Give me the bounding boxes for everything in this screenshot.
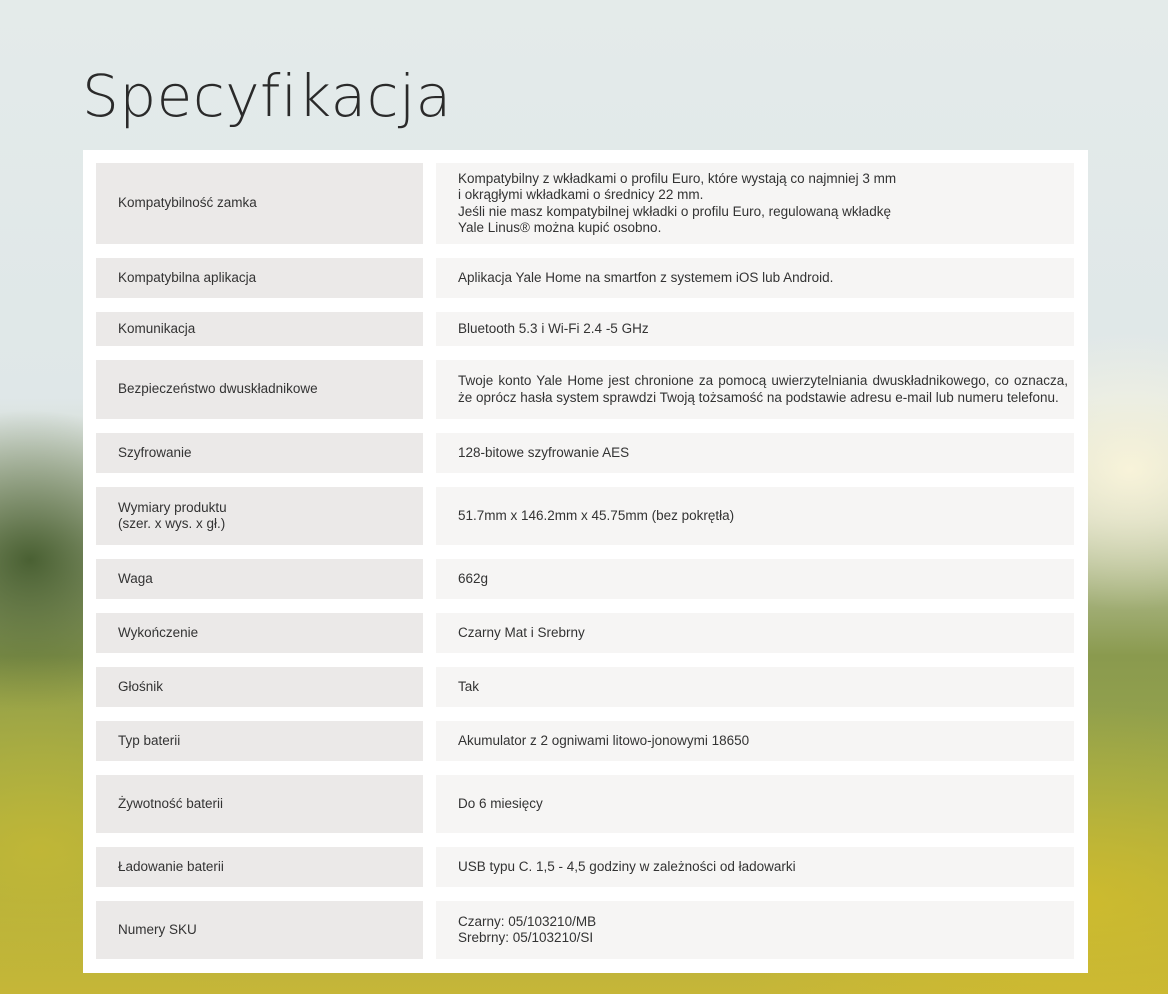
spec-value-text: Twoje konto Yale Home jest chronione za pomocą uwierzytelniania dwuskładnikowego, co oznacza, że oprócz hasła system sprawdzi Twoją tożsamość na podstawie adresu e-mail lub numeru telefonu. — [458, 373, 1068, 405]
spec-label-text: Kompatybilność zamka — [118, 195, 257, 211]
table-row — [83, 775, 1088, 833]
spec-value — [436, 559, 1074, 599]
spec-label-text: Numery SKU — [118, 921, 197, 937]
spec-label-text: Wykończenie — [118, 624, 199, 640]
spec-value-text: Do 6 miesięcy — [458, 795, 543, 811]
spec-label — [96, 163, 423, 244]
spec-value — [436, 775, 1074, 833]
spec-label-text: Bezpieczeństwo dwuskładnikowe — [118, 381, 318, 397]
spec-value — [436, 613, 1074, 653]
spec-label — [96, 847, 423, 887]
spec-value-text: Tak — [458, 678, 480, 694]
spec-label — [96, 613, 423, 653]
spec-value — [436, 312, 1074, 346]
table-row — [83, 847, 1088, 887]
spec-label-text: Waga — [118, 570, 153, 586]
spec-label-text: Ładowanie baterii — [118, 858, 224, 874]
spec-value-text: 51.7mm x 146.2mm x 45.75mm (bez pokrętła) — [458, 507, 735, 523]
page-title: Specyfikacja — [82, 62, 452, 130]
spec-value-text: Czarny: 05/103210/MB Srebrny: 05/103210/SI — [458, 913, 597, 945]
spec-value-text: Aplikacja Yale Home na smartfon z systemem iOS lub Android. — [458, 269, 834, 285]
table-row — [83, 258, 1088, 298]
spec-label-text: Szyfrowanie — [118, 444, 192, 460]
spec-label — [96, 312, 423, 346]
spec-label — [96, 775, 423, 833]
spec-value-text: USB typu C. 1,5 - 4,5 godziny w zależności od ładowarki — [458, 858, 796, 874]
table-row — [83, 487, 1088, 545]
spec-value — [436, 487, 1074, 545]
table-row — [83, 901, 1088, 959]
spec-value — [436, 163, 1074, 244]
table-row — [83, 721, 1088, 761]
table-row — [83, 163, 1088, 244]
spec-label — [96, 721, 423, 761]
spec-table — [83, 150, 1088, 973]
spec-value-text: Czarny Mat i Srebrny — [458, 624, 585, 640]
spec-value — [436, 667, 1074, 707]
spec-value-text: 662g — [458, 570, 489, 586]
spec-value-text: Bluetooth 5.3 i Wi-Fi 2.4 -5 GHz — [458, 320, 649, 336]
spec-label-text: Kompatybilna aplikacja — [118, 269, 257, 285]
spec-label-text: Wymiary produktu (szer. x wys. x gł.) — [118, 499, 227, 531]
spec-value — [436, 360, 1074, 419]
table-row — [83, 559, 1088, 599]
table-row — [83, 312, 1088, 346]
spec-label — [96, 360, 423, 419]
spec-label-text: Typ baterii — [118, 732, 181, 748]
spec-value-text: 128-bitowe szyfrowanie AES — [458, 444, 630, 460]
table-row — [83, 360, 1088, 419]
spec-value — [436, 901, 1074, 959]
spec-label-text: Żywotność baterii — [118, 795, 224, 811]
spec-label — [96, 559, 423, 599]
spec-value — [436, 847, 1074, 887]
spec-label — [96, 433, 423, 473]
table-row — [83, 667, 1088, 707]
spec-label — [96, 487, 423, 545]
spec-value-text: Kompatybilny z wkładkami o profilu Euro, które wystają co najmniej 3 mm i okrągłymi wkładkami o średnicy 22 mm. Jeśli nie masz kompatybilnej wkładki o profilu Euro, regulowaną wkładkę Yale Linus® można kupić osobno. — [458, 170, 897, 235]
table-row — [83, 433, 1088, 473]
spec-value — [436, 433, 1074, 473]
spec-label — [96, 901, 423, 959]
spec-label-text: Komunikacja — [118, 320, 196, 336]
spec-value — [436, 258, 1074, 298]
table-row — [83, 613, 1088, 653]
spec-label-text: Głośnik — [118, 678, 164, 694]
spec-value-text: Akumulator z 2 ogniwami litowo-jonowymi 18650 — [458, 732, 750, 748]
spec-label — [96, 667, 423, 707]
spec-value — [436, 721, 1074, 761]
spec-label — [96, 258, 423, 298]
